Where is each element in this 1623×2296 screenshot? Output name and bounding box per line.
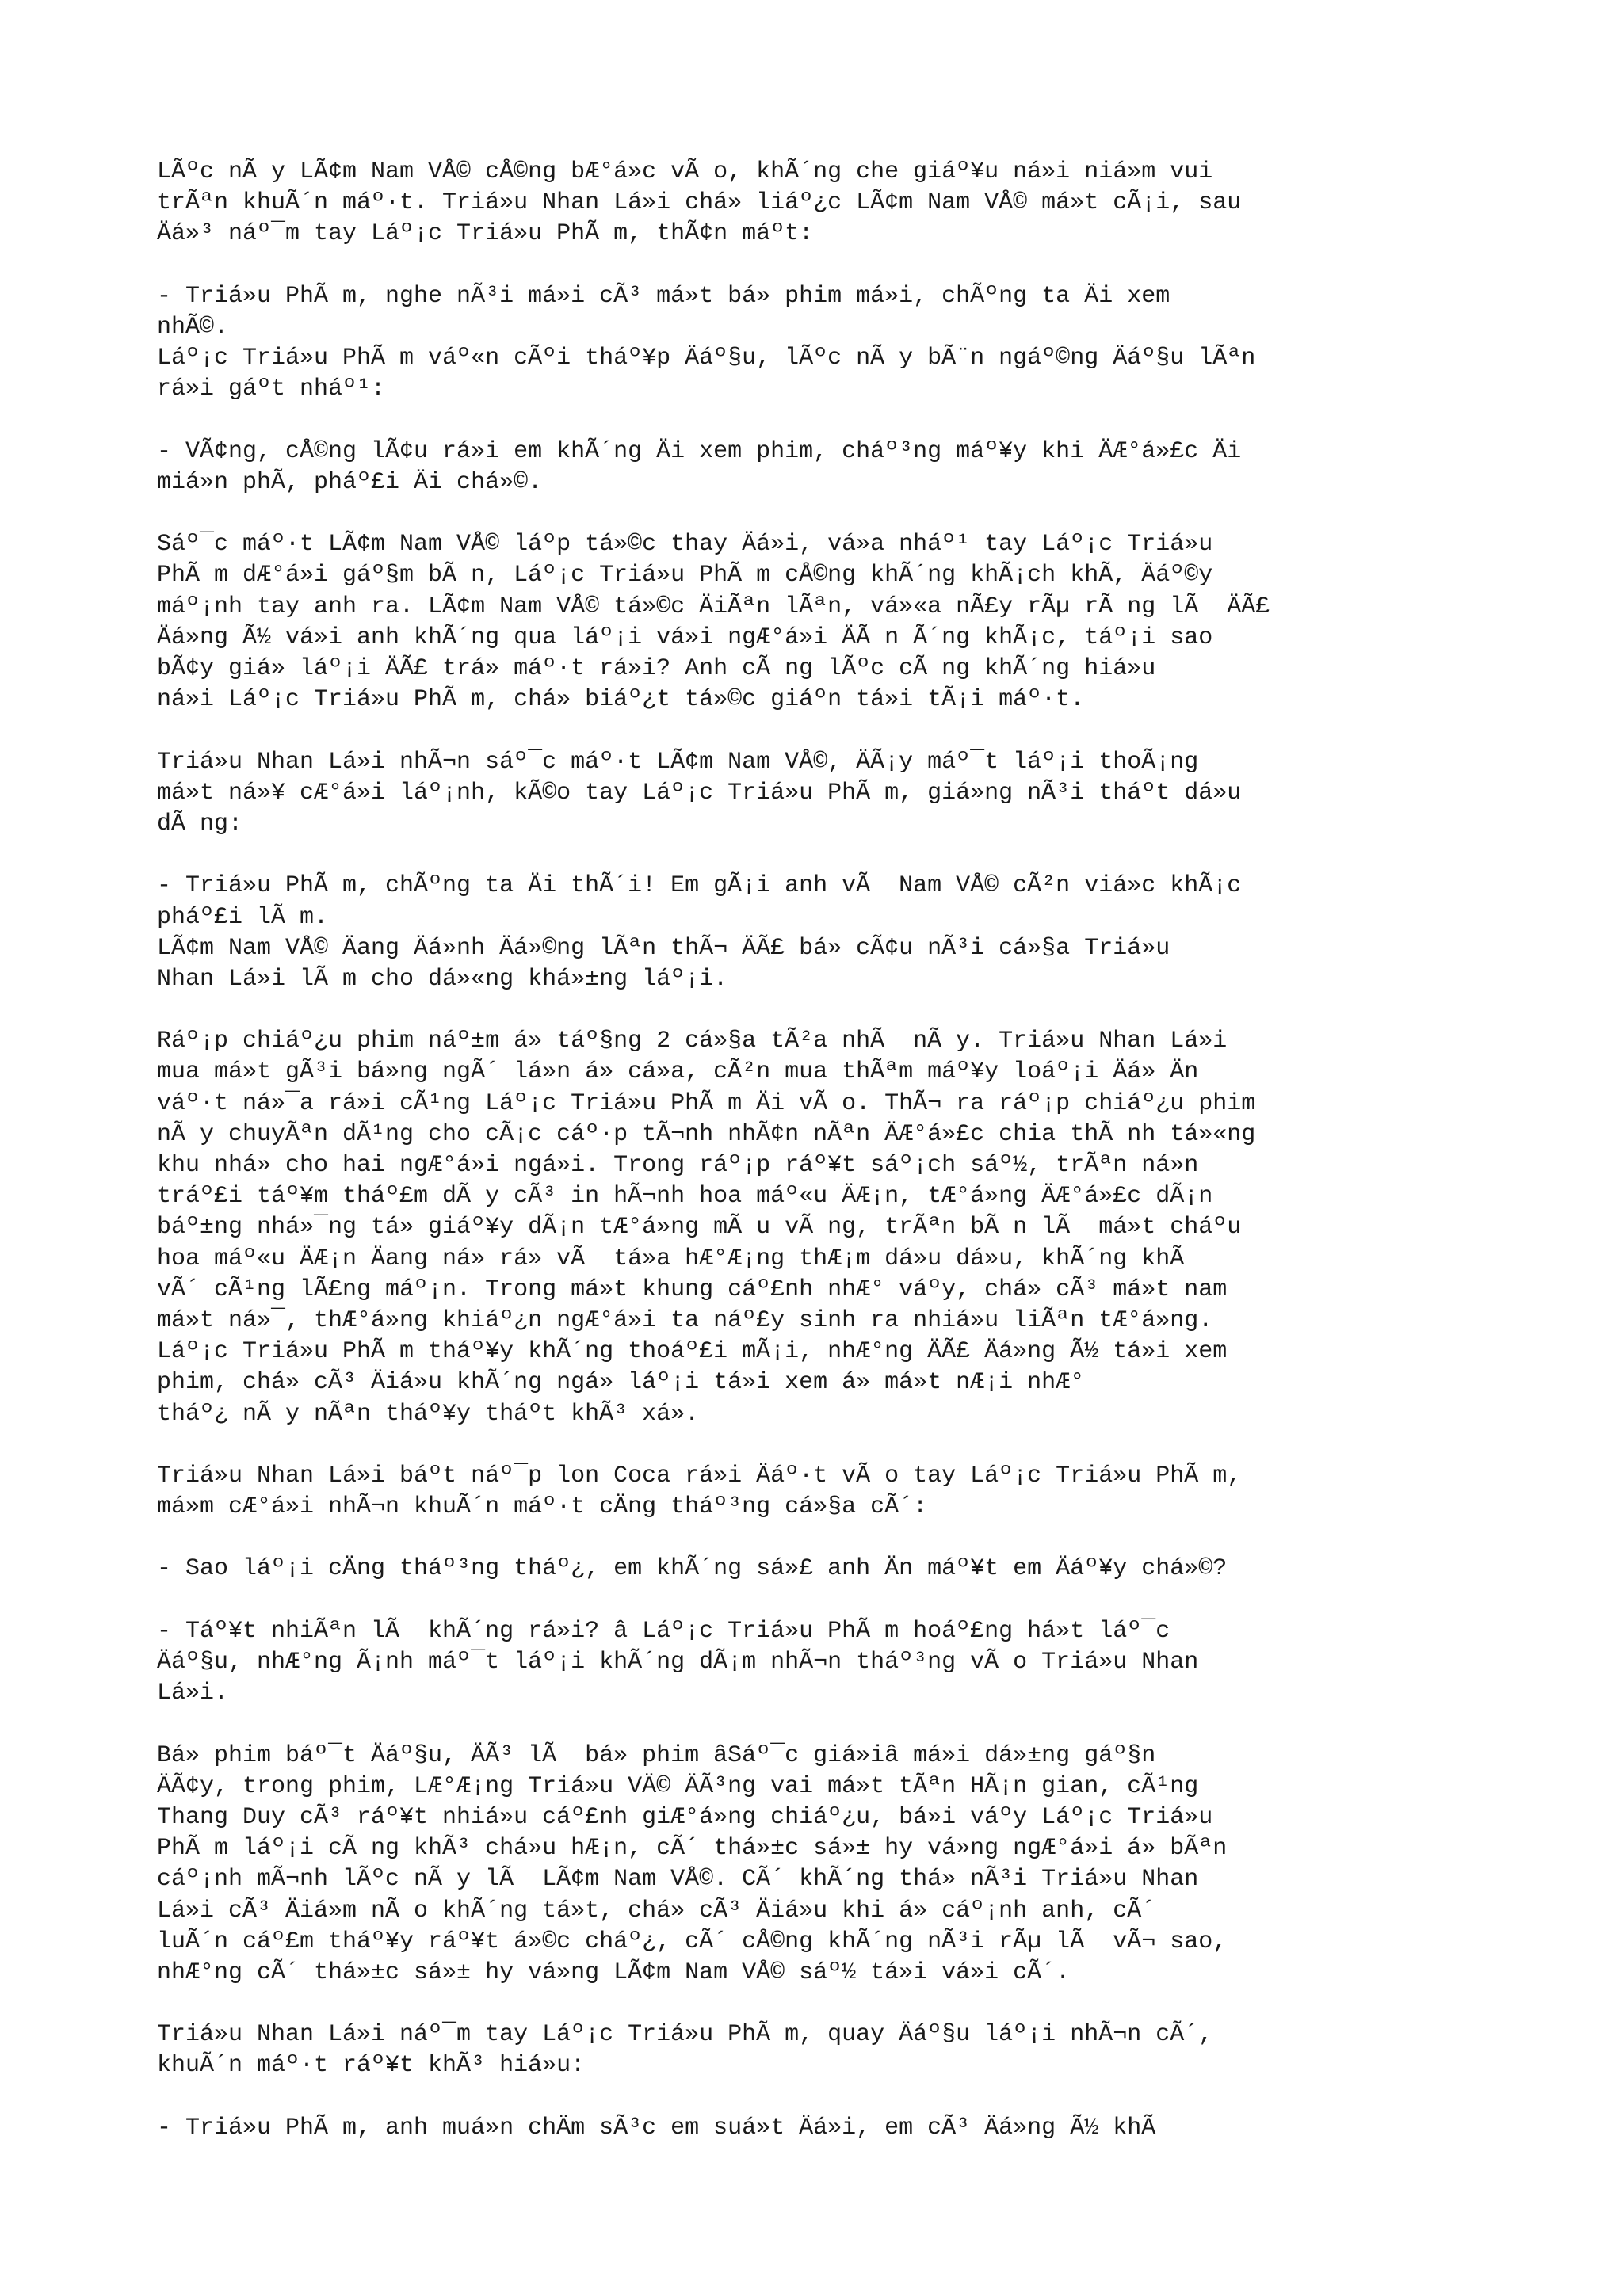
text-line: vÃ´ cÃ¹ng lÃ£ng máº¡n. Trong má»t khung cáº£nh nhÆ° váºy, chá» cÃ³ má»t nam [157, 1276, 1228, 1303]
text-line: PhÃ m dÆ°á»i gáº§m bÃ n, Láº¡c Triá»u PhÃ m cÅ©ng khÃ´ng khÃ¡ch khÃ, Äáº©y [157, 562, 1213, 589]
text-line: khu nhá» cho hai ngÆ°á»i ngá»i. Trong ráº¡p ráº¥t sáº¡ch sáº½, trÃªn ná»n [157, 1152, 1199, 1179]
text-line: Lá»i cÃ³ Äiá»m nÃ o khÃ´ng tá»t, chá» cÃ³ Äiá»u khi á» cáº¡nh anh, cÃ´ [157, 1897, 1156, 1924]
text-line: - VÃ¢ng, cÅ©ng lÃ¢u rá»i em khÃ´ng Äi xem phim, cháº³ng máº¥y khi ÄÆ°á»£c Äi [157, 437, 1242, 465]
text-line: trÃªn khuÃ´n máº·t. Triá»u Nhan Lá»i chá» liáº¿c LÃ¢m Nam VÅ© má»t cÃ¡i, sau [157, 189, 1242, 217]
text-line: luÃ´n cáº£m tháº¥y ráº¥t á»©c cháº¿, cÃ´ cÅ©ng khÃ´ng nÃ³i rÃµ lÃ vÃ¬ sao, [157, 1928, 1228, 1955]
text-line: LÃºc nÃ y LÃ¢m Nam VÅ© cÅ©ng bÆ°á»c vÃ o, khÃ´ng che giáº¥u ná»i niá»m vui [157, 158, 1213, 185]
paragraph [157, 747, 1488, 841]
paragraph [157, 157, 1488, 250]
text-line: Láº¡c Triá»u PhÃ m váº«n cÃºi tháº¥p Äáº§u, lÃºc nÃ y bÃ¨n ngáº©ng Äáº§u lÃªn [157, 345, 1256, 372]
paragraph-gap [157, 406, 1488, 437]
text-line: LÃ¢m Nam VÅ© Äang Äá»nh Äá»©ng lÃªn thÃ¬ ÄÃ£ bá» cÃ¢u nÃ³i cá»§a Triá»u [157, 934, 1170, 962]
paragraph [157, 529, 1488, 715]
text-line: phim, chá» cÃ³ Äiá»u khÃ´ng ngá» láº¡i tá»i xem á» má»t nÆ¡i nhÆ° [157, 1369, 1085, 1397]
text-line: mua má»t gÃ³i bá»ng ngÃ´ lá»n á» cá»a, cÃ²n mua thÃªm máº¥y loáº¡i Äá» Än [157, 1058, 1199, 1086]
text-line: PhÃ m láº¡i cÃ ng khÃ³ chá»u hÆ¡n, cÃ´ thá»±c sá»± hy vá»ng ngÆ°á»i á» bÃªn [157, 1835, 1228, 1863]
text-line: tráº£i táº¥m tháº£m dÃ y cÃ³ in hÃ¬nh hoa máº«u ÄÆ¡n, tÆ°á»ng ÄÆ°á»£c dÃ¡n [157, 1183, 1213, 1211]
text-line: váº·t ná»¯a rá»i cÃ¹ng Láº¡c Triá»u PhÃ m Äi vÃ o. ThÃ¬ ra ráº¡p chiáº¿u phim [157, 1089, 1256, 1117]
text-line: Äá»³ náº¯m tay Láº¡c Triá»u PhÃ m, thÃ¢n máºt: [157, 220, 814, 248]
paragraph-gap [157, 1430, 1488, 1461]
paragraph-gap [157, 250, 1488, 281]
paragraph [157, 1461, 1488, 1523]
paragraph-gap [157, 715, 1488, 746]
text-line: nhÆ°ng cÃ´ thá»±c sá»± hy vá»ng LÃ¢m Nam VÅ© sáº½ tá»i vá»i cÃ´. [157, 1958, 1071, 1986]
paragraph [157, 2113, 1488, 2144]
text-line: Äá»ng Ã½ vá»i anh khÃ´ng qua láº¡i vá»i ngÆ°á»i ÄÃ n Ã´ng khÃ¡c, táº¡i sao [157, 624, 1213, 651]
paragraph-gap [157, 995, 1488, 1026]
text-line: Bá» phim báº¯t Äáº§u, ÄÃ³ lÃ bá» phim âSáº¯c giá»iâ má»i dá»±ng gáº§n [157, 1741, 1156, 1769]
paragraph [157, 1026, 1488, 1429]
text-line: nhÃ©. [157, 313, 229, 341]
paragraph-gap [157, 1523, 1488, 1554]
text-line: pháº£i lÃ m. [157, 903, 329, 931]
text-line: má»t ná»¯, thÆ°á»ng khiáº¿n ngÆ°á»i ta náº£y sinh ra nhiá»u liÃªn tÆ°á»ng. [157, 1306, 1213, 1334]
paragraph-gap [157, 498, 1488, 529]
paragraph [157, 1741, 1488, 1989]
text-line: Triá»u Nhan Lá»i náº¯m tay Láº¡c Triá»u PhÃ m, quay Äáº§u láº¡i nhÃ¬n cÃ´, [157, 2021, 1213, 2049]
paragraph-gap [157, 1989, 1488, 2019]
text-line: cáº¡nh mÃ¬nh lÃºc nÃ y lÃ LÃ¢m Nam VÅ©. CÃ´ khÃ´ng thá» nÃ³i Triá»u Nhan [157, 1866, 1199, 1894]
text-line: Láº¡c Triá»u PhÃ m tháº¥y khÃ´ng thoáº£i mÃ¡i, nhÆ°ng ÄÃ£ Äá»ng Ã½ tá»i xem [157, 1338, 1228, 1366]
paragraph [157, 281, 1488, 406]
paragraph [157, 1554, 1488, 1585]
paragraph-gap [157, 1585, 1488, 1616]
text-line: báº±ng nhá»¯ng tá» giáº¥y dÃ¡n tÆ°á»ng mÃ u vÃ ng, trÃªn bÃ n lÃ má»t cháºu [157, 1214, 1242, 1241]
text-line: - Sao láº¡i cÄng tháº³ng tháº¿, em khÃ´ng sá»£ anh Än máº¥t em Äáº¥y chá»©? [157, 1555, 1228, 1583]
paragraph-gap [157, 2082, 1488, 2113]
paragraph-gap [157, 1709, 1488, 1740]
text-line: dÃ ng: [157, 810, 243, 837]
text-line: má»t ná»¥ cÆ°á»i láº¡nh, kÃ©o tay Láº¡c Triá»u PhÃ m, giá»ng nÃ³i tháºt dá»u [157, 779, 1242, 807]
text-line: ÄÃ¢y, trong phim, LÆ°Æ¡ng Triá»u VÄ© ÄÃ³ng vai má»t tÃªn HÃ¡n gian, cÃ¹ng [157, 1772, 1199, 1800]
text-line: Triá»u Nhan Lá»i nhÃ¬n sáº¯c máº·t LÃ¢m Nam VÅ©, ÄÃ¡y máº¯t láº¡i thoÃ¡ng [157, 748, 1199, 776]
text-line: - Triá»u PhÃ m, chÃºng ta Äi thÃ´i! Em gÃ¡i anh vÃ Nam VÅ© cÃ²n viá»c khÃ¡c [157, 872, 1242, 900]
paragraph [157, 871, 1488, 995]
text-line: - Triá»u PhÃ m, anh muá»n chÄm sÃ³c em suá»t Äá»i, em cÃ³ Äá»ng Ã½ khÃ [157, 2114, 1156, 2142]
text-line: - Triá»u PhÃ m, nghe nÃ³i má»i cÃ³ má»t bá» phim má»i, chÃºng ta Äi xem [157, 282, 1170, 310]
text-line: máº¡nh tay anh ra. LÃ¢m Nam VÅ© tá»©c ÄiÃªn lÃªn, vá»«a nÃ£y rÃµ rÃ ng lÃ ÄÃ£ [157, 593, 1270, 620]
paragraph [157, 437, 1488, 498]
text-line: Ráº¡p chiáº¿u phim náº±m á» táº§ng 2 cá»§a tÃ²a nhÃ nÃ y. Triá»u Nhan Lá»i [157, 1028, 1228, 1055]
text-line: Sáº¯c máº·t LÃ¢m Nam VÅ© láºp tá»©c thay Äá»i, vá»a nháº¹ tay Láº¡c Triá»u [157, 531, 1213, 559]
text-line: Äáº§u, nhÆ°ng Ã¡nh máº¯t láº¡i khÃ´ng dÃ¡m nhÃ¬n tháº³ng vÃ o Triá»u Nhan [157, 1649, 1199, 1676]
paragraph [157, 2019, 1488, 2081]
text-line: Nhan Lá»i lÃ m cho dá»«ng khá»±ng láº¡i. [157, 965, 728, 993]
paragraph [157, 1616, 1488, 1710]
text-line: Triá»u Nhan Lá»i báºt náº¯p lon Coca rá»i Äáº·t vÃ o tay Láº¡c Triá»u PhÃ m, [157, 1462, 1242, 1489]
text-line: ná»i Láº¡c Triá»u PhÃ m, chá» biáº¿t tá»©c giáºn tá»i tÃ¡i máº·t. [157, 686, 1085, 714]
text-line: má»m cÆ°á»i nhÃ¬n khuÃ´n máº·t cÄng tháº³ng cá»§a cÃ´: [157, 1493, 928, 1521]
paragraph-gap [157, 840, 1488, 871]
text-line: rá»i gáºt nháº¹: [157, 376, 386, 403]
text-line: hoa máº«u ÄÆ¡n Äang ná» rá» vÃ tá»a hÆ°Æ¡ng thÆ¡m dá»u dá»u, khÃ´ng khÃ [157, 1245, 1185, 1272]
text-line: Lá»i. [157, 1680, 229, 1707]
text-line: tháº¿ nÃ y nÃªn tháº¥y tháºt khÃ³ xá». [157, 1400, 700, 1428]
text-line: bÃ¢y giá» láº¡i ÄÃ£ trá» máº·t rá»i? Anh cÃ ng lÃºc cÃ ng khÃ´ng hiá»u [157, 655, 1156, 682]
document-page [157, 157, 1488, 2144]
text-line: Thang Duy cÃ³ ráº¥t nhiá»u cáº£nh giÆ°á»ng chiáº¿u, bá»i váºy Láº¡c Triá»u [157, 1803, 1213, 1831]
text-line: nÃ y chuyÃªn dÃ¹ng cho cÃ¡c cáº·p tÃ¬nh nhÃ¢n nÃªn ÄÆ°á»£c chia thÃ nh tá»«ng [157, 1120, 1256, 1148]
text-line: khuÃ´n máº·t ráº¥t khÃ³ hiá»u: [157, 2052, 586, 2080]
text-line: miá»n phÃ, pháº£i Äi chá»©. [157, 468, 543, 496]
text-line: - Táº¥t nhiÃªn lÃ khÃ´ng rá»i? â Láº¡c Triá»u PhÃ m hoáº£ng há»t láº¯c [157, 1617, 1170, 1645]
